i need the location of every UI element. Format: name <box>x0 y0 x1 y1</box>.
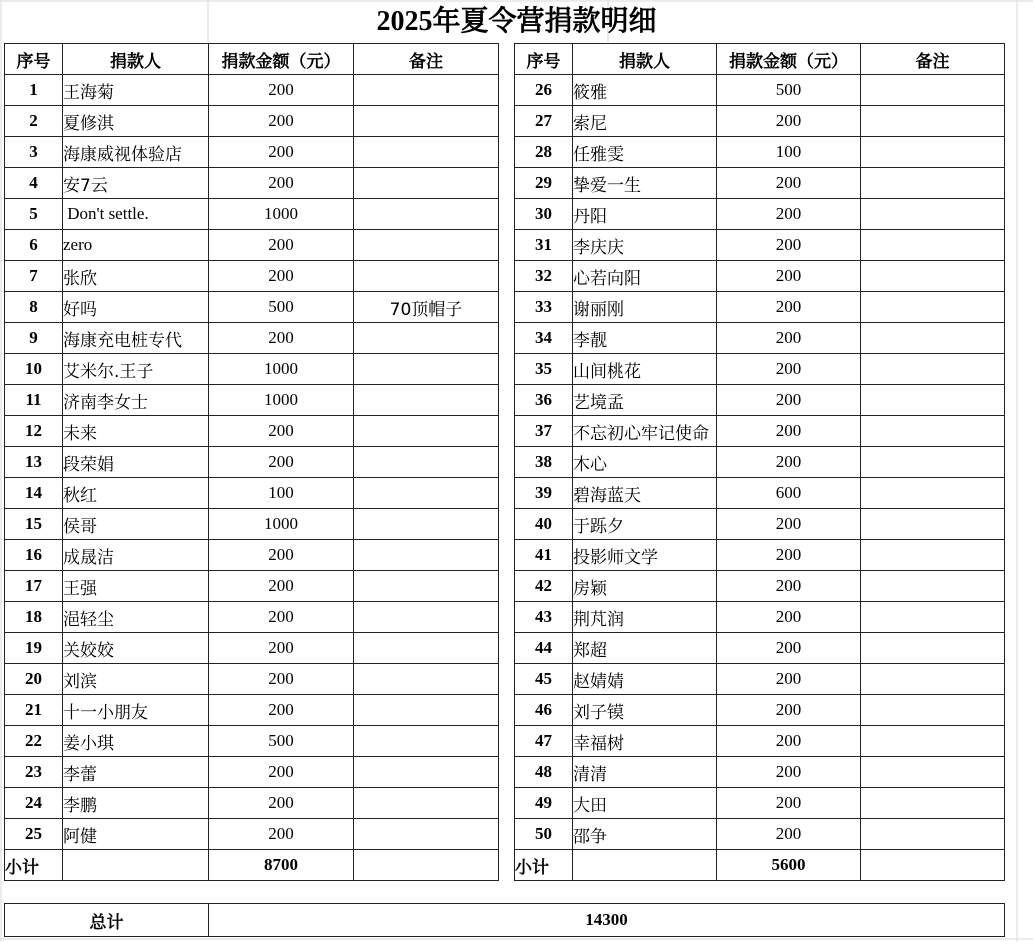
row-seq: 11 <box>5 385 63 416</box>
row-amount: 200 <box>717 199 861 230</box>
table-row <box>5 199 499 230</box>
subtotal-note-cell <box>861 850 1005 881</box>
table-row <box>515 602 1005 633</box>
table-row <box>515 478 1005 509</box>
row-note <box>354 819 499 850</box>
table-row <box>515 633 1005 664</box>
row-seq: 5 <box>5 199 63 230</box>
table-row <box>515 261 1005 292</box>
row-note <box>354 726 499 757</box>
table-row <box>515 230 1005 261</box>
row-amount: 200 <box>209 602 354 633</box>
row-note <box>861 540 1005 571</box>
row-amount: 200 <box>717 664 861 695</box>
row-note <box>354 602 499 633</box>
row-seq: 10 <box>5 354 63 385</box>
header-note: 备注 <box>861 44 1005 75</box>
donation-table-right <box>514 43 1005 881</box>
donation-table-left <box>4 43 499 881</box>
row-donor-name: 挚爱一生 <box>573 168 717 199</box>
row-amount: 200 <box>717 695 861 726</box>
table-row <box>5 137 499 168</box>
row-seq: 30 <box>515 199 573 230</box>
row-donor-name: 丹阳 <box>573 199 717 230</box>
row-amount: 200 <box>209 571 354 602</box>
page-title: 2025年夏令营捐款明细 <box>376 6 657 37</box>
table-row <box>5 416 499 447</box>
table-row <box>515 199 1005 230</box>
row-donor-name: 阿健 <box>63 819 209 850</box>
row-note <box>354 509 499 540</box>
row-seq: 4 <box>5 168 63 199</box>
row-amount: 200 <box>209 633 354 664</box>
grand-total-amount: 14300 <box>209 904 1005 937</box>
table-row <box>515 695 1005 726</box>
row-donor-name: 索尼 <box>573 106 717 137</box>
row-donor-name: 任雅雯 <box>573 137 717 168</box>
table-row <box>5 106 499 137</box>
row-donor-name: 济南李女士 <box>63 385 209 416</box>
row-donor-name: 十一小朋友 <box>63 695 209 726</box>
row-donor-name: 段荣娟 <box>63 447 209 478</box>
table-row <box>515 292 1005 323</box>
table-row <box>5 726 499 757</box>
table-row <box>515 788 1005 819</box>
row-note <box>354 137 499 168</box>
table-row <box>515 819 1005 850</box>
row-donor-name: 艺境孟 <box>573 385 717 416</box>
row-note <box>861 416 1005 447</box>
table-row <box>5 75 499 106</box>
row-amount: 200 <box>209 168 354 199</box>
row-note <box>861 571 1005 602</box>
row-note <box>354 106 499 137</box>
row-amount: 200 <box>209 695 354 726</box>
row-note <box>354 230 499 261</box>
row-donor-name: 张欣 <box>63 261 209 292</box>
row-amount: 200 <box>209 106 354 137</box>
row-seq: 50 <box>515 819 573 850</box>
row-seq: 33 <box>515 292 573 323</box>
row-donor-name: 李蕾 <box>63 757 209 788</box>
table-row <box>515 447 1005 478</box>
row-amount: 200 <box>209 230 354 261</box>
grand-total-label: 总计 <box>5 904 209 937</box>
row-seq: 46 <box>515 695 573 726</box>
row-seq: 42 <box>515 571 573 602</box>
row-seq: 15 <box>5 509 63 540</box>
row-seq: 45 <box>515 664 573 695</box>
row-donor-name: 刘子镆 <box>573 695 717 726</box>
row-donor-name: 姜小琪 <box>63 726 209 757</box>
row-amount: 600 <box>717 478 861 509</box>
row-amount: 200 <box>717 447 861 478</box>
row-amount: 200 <box>717 261 861 292</box>
row-note <box>861 75 1005 106</box>
table-row <box>5 788 499 819</box>
row-note <box>861 633 1005 664</box>
row-donor-name: 未来 <box>63 416 209 447</box>
row-note <box>354 385 499 416</box>
row-note <box>861 757 1005 788</box>
row-donor-name: 安7云 <box>63 168 209 199</box>
row-note <box>861 168 1005 199</box>
row-note <box>861 261 1005 292</box>
table-row <box>515 540 1005 571</box>
row-note <box>354 571 499 602</box>
row-donor-name: 关姣姣 <box>63 633 209 664</box>
table-body-right <box>515 75 1005 850</box>
table-row <box>5 292 499 323</box>
row-note <box>861 385 1005 416</box>
row-donor-name: 艾米尔.王子 <box>63 354 209 385</box>
subtotal-row <box>5 850 499 881</box>
row-note <box>861 695 1005 726</box>
row-donor-name: 秋红 <box>63 478 209 509</box>
row-amount: 200 <box>717 602 861 633</box>
table-row <box>5 168 499 199</box>
row-amount: 200 <box>717 292 861 323</box>
row-amount: 200 <box>717 106 861 137</box>
row-amount: 200 <box>209 261 354 292</box>
grand-total-table <box>4 903 1005 937</box>
row-amount: 1000 <box>209 509 354 540</box>
row-amount: 200 <box>717 757 861 788</box>
subtotal-note-cell <box>354 850 499 881</box>
row-amount: 200 <box>209 75 354 106</box>
header-amount: 捐款金额（元） <box>209 44 354 75</box>
row-donor-name: 侯哥 <box>63 509 209 540</box>
row-seq: 48 <box>515 757 573 788</box>
row-seq: 22 <box>5 726 63 757</box>
row-amount: 100 <box>717 137 861 168</box>
row-note <box>861 137 1005 168</box>
row-amount: 500 <box>717 75 861 106</box>
row-seq: 2 <box>5 106 63 137</box>
row-donor-name: 王强 <box>63 571 209 602</box>
row-donor-name: 夏修淇 <box>63 106 209 137</box>
row-amount: 200 <box>209 323 354 354</box>
row-donor-name: zero <box>63 230 209 261</box>
row-donor-name: 清清 <box>573 757 717 788</box>
table-row <box>515 571 1005 602</box>
subtotal-label: 小计 <box>5 850 63 881</box>
row-note <box>861 323 1005 354</box>
row-amount: 200 <box>717 540 861 571</box>
table-row <box>5 261 499 292</box>
row-seq: 32 <box>515 261 573 292</box>
header-row <box>5 44 499 75</box>
header-row <box>515 44 1005 75</box>
row-seq: 8 <box>5 292 63 323</box>
row-note <box>354 633 499 664</box>
row-seq: 43 <box>515 602 573 633</box>
row-amount: 200 <box>717 633 861 664</box>
row-amount: 1000 <box>209 199 354 230</box>
row-donor-name: 筱雅 <box>573 75 717 106</box>
row-seq: 49 <box>515 788 573 819</box>
table-row <box>515 106 1005 137</box>
row-note <box>354 354 499 385</box>
row-amount: 200 <box>717 323 861 354</box>
row-donor-name: 房颖 <box>573 571 717 602</box>
row-donor-name: 赵婧婧 <box>573 664 717 695</box>
row-donor-name: 谢丽刚 <box>573 292 717 323</box>
header-seq: 序号 <box>515 44 573 75</box>
row-seq: 26 <box>515 75 573 106</box>
row-amount: 1000 <box>209 354 354 385</box>
row-note <box>354 261 499 292</box>
header-donor: 捐款人 <box>63 44 209 75</box>
table-row <box>515 354 1005 385</box>
row-note <box>354 695 499 726</box>
row-note <box>354 75 499 106</box>
row-note: 70顶帽子 <box>354 292 499 323</box>
row-donor-name: 海康充电桩专代 <box>63 323 209 354</box>
row-seq: 35 <box>515 354 573 385</box>
header-amount: 捐款金额（元） <box>717 44 861 75</box>
row-donor-name: 好吗 <box>63 292 209 323</box>
row-note <box>861 230 1005 261</box>
row-seq: 16 <box>5 540 63 571</box>
row-amount: 100 <box>209 478 354 509</box>
subtotal-amount: 8700 <box>209 850 354 881</box>
row-seq: 34 <box>515 323 573 354</box>
row-note <box>861 354 1005 385</box>
row-seq: 20 <box>5 664 63 695</box>
row-seq: 38 <box>515 447 573 478</box>
row-amount: 200 <box>717 168 861 199</box>
row-amount: 200 <box>717 571 861 602</box>
row-donor-name: 刘滨 <box>63 664 209 695</box>
row-amount: 200 <box>717 509 861 540</box>
row-seq: 39 <box>515 478 573 509</box>
table-row <box>515 726 1005 757</box>
row-note <box>354 788 499 819</box>
row-seq: 25 <box>5 819 63 850</box>
row-note <box>354 757 499 788</box>
row-note <box>861 199 1005 230</box>
row-amount: 200 <box>717 230 861 261</box>
row-amount: 200 <box>717 726 861 757</box>
table-row <box>515 664 1005 695</box>
row-amount: 200 <box>209 819 354 850</box>
row-amount: 1000 <box>209 385 354 416</box>
row-amount: 500 <box>209 726 354 757</box>
row-donor-name: 邵争 <box>573 819 717 850</box>
table-row <box>5 571 499 602</box>
table-row <box>5 664 499 695</box>
row-amount: 200 <box>717 385 861 416</box>
table-row <box>515 385 1005 416</box>
row-seq: 7 <box>5 261 63 292</box>
row-seq: 3 <box>5 137 63 168</box>
row-amount: 200 <box>717 354 861 385</box>
row-donor-name: 幸福树 <box>573 726 717 757</box>
row-amount: 200 <box>209 447 354 478</box>
row-note <box>861 292 1005 323</box>
row-donor-name: 海康威视体验店 <box>63 137 209 168</box>
grand-total-row <box>5 904 1005 937</box>
table-row <box>5 354 499 385</box>
row-amount: 200 <box>209 540 354 571</box>
row-donor-name: 郑超 <box>573 633 717 664</box>
row-note <box>861 726 1005 757</box>
row-seq: 27 <box>515 106 573 137</box>
table-row <box>5 478 499 509</box>
row-seq: 23 <box>5 757 63 788</box>
row-amount: 200 <box>209 757 354 788</box>
row-seq: 24 <box>5 788 63 819</box>
table-row <box>515 509 1005 540</box>
row-note <box>354 416 499 447</box>
row-seq: 41 <box>515 540 573 571</box>
row-donor-name: 荆芃润 <box>573 602 717 633</box>
table-row <box>5 323 499 354</box>
row-seq: 1 <box>5 75 63 106</box>
row-note <box>861 106 1005 137</box>
subtotal-label: 小计 <box>515 850 573 881</box>
row-seq: 37 <box>515 416 573 447</box>
table-row <box>5 602 499 633</box>
row-note <box>354 478 499 509</box>
row-seq: 31 <box>515 230 573 261</box>
table-row <box>5 509 499 540</box>
table-row <box>5 819 499 850</box>
row-note <box>861 478 1005 509</box>
row-note <box>354 447 499 478</box>
table-row <box>515 168 1005 199</box>
table-row <box>515 75 1005 106</box>
row-seq: 18 <box>5 602 63 633</box>
row-seq: 19 <box>5 633 63 664</box>
header-seq: 序号 <box>5 44 63 75</box>
row-seq: 6 <box>5 230 63 261</box>
table-row <box>5 695 499 726</box>
row-amount: 200 <box>209 137 354 168</box>
row-donor-name: 王海菊 <box>63 75 209 106</box>
subtotal-empty-cell <box>573 850 717 881</box>
row-donor-name: 心若向阳 <box>573 261 717 292</box>
row-donor-name: Don't settle. <box>63 199 209 230</box>
row-seq: 21 <box>5 695 63 726</box>
row-seq: 17 <box>5 571 63 602</box>
table-row <box>5 540 499 571</box>
header-note: 备注 <box>354 44 499 75</box>
row-seq: 29 <box>515 168 573 199</box>
table-body-left <box>5 75 499 850</box>
row-donor-name: 山间桃花 <box>573 354 717 385</box>
row-seq: 14 <box>5 478 63 509</box>
row-amount: 200 <box>209 416 354 447</box>
table-row <box>5 385 499 416</box>
table-row <box>515 416 1005 447</box>
row-note <box>354 664 499 695</box>
row-donor-name: 李靓 <box>573 323 717 354</box>
row-donor-name: 不忘初心牢记使命 <box>573 416 717 447</box>
table-row <box>515 137 1005 168</box>
row-donor-name: 浥轻尘 <box>63 602 209 633</box>
row-note <box>861 788 1005 819</box>
subtotal-amount: 5600 <box>717 850 861 881</box>
row-amount: 200 <box>209 664 354 695</box>
row-donor-name: 大田 <box>573 788 717 819</box>
row-seq: 12 <box>5 416 63 447</box>
row-amount: 500 <box>209 292 354 323</box>
row-note <box>354 168 499 199</box>
row-seq: 44 <box>515 633 573 664</box>
row-note <box>354 323 499 354</box>
row-seq: 13 <box>5 447 63 478</box>
row-note <box>861 664 1005 695</box>
row-seq: 40 <box>515 509 573 540</box>
row-donor-name: 成晟洁 <box>63 540 209 571</box>
header-donor: 捐款人 <box>573 44 717 75</box>
row-seq: 36 <box>515 385 573 416</box>
subtotal-empty-cell <box>63 850 209 881</box>
row-amount: 200 <box>717 416 861 447</box>
row-note <box>861 602 1005 633</box>
row-amount: 200 <box>209 788 354 819</box>
subtotal-row <box>515 850 1005 881</box>
row-note <box>861 447 1005 478</box>
table-row <box>515 323 1005 354</box>
table-row <box>5 757 499 788</box>
table-row <box>5 230 499 261</box>
row-donor-name: 李鹏 <box>63 788 209 819</box>
row-donor-name: 木心 <box>573 447 717 478</box>
row-note <box>354 540 499 571</box>
row-note <box>861 819 1005 850</box>
row-donor-name: 碧海蓝天 <box>573 478 717 509</box>
row-note <box>354 199 499 230</box>
row-amount: 200 <box>717 819 861 850</box>
row-donor-name: 投影师文学 <box>573 540 717 571</box>
row-amount: 200 <box>717 788 861 819</box>
row-donor-name: 李庆庆 <box>573 230 717 261</box>
table-row <box>5 633 499 664</box>
row-seq: 9 <box>5 323 63 354</box>
row-seq: 47 <box>515 726 573 757</box>
table-row <box>5 447 499 478</box>
row-seq: 28 <box>515 137 573 168</box>
table-row <box>515 757 1005 788</box>
row-note <box>861 509 1005 540</box>
row-donor-name: 于跞夕 <box>573 509 717 540</box>
